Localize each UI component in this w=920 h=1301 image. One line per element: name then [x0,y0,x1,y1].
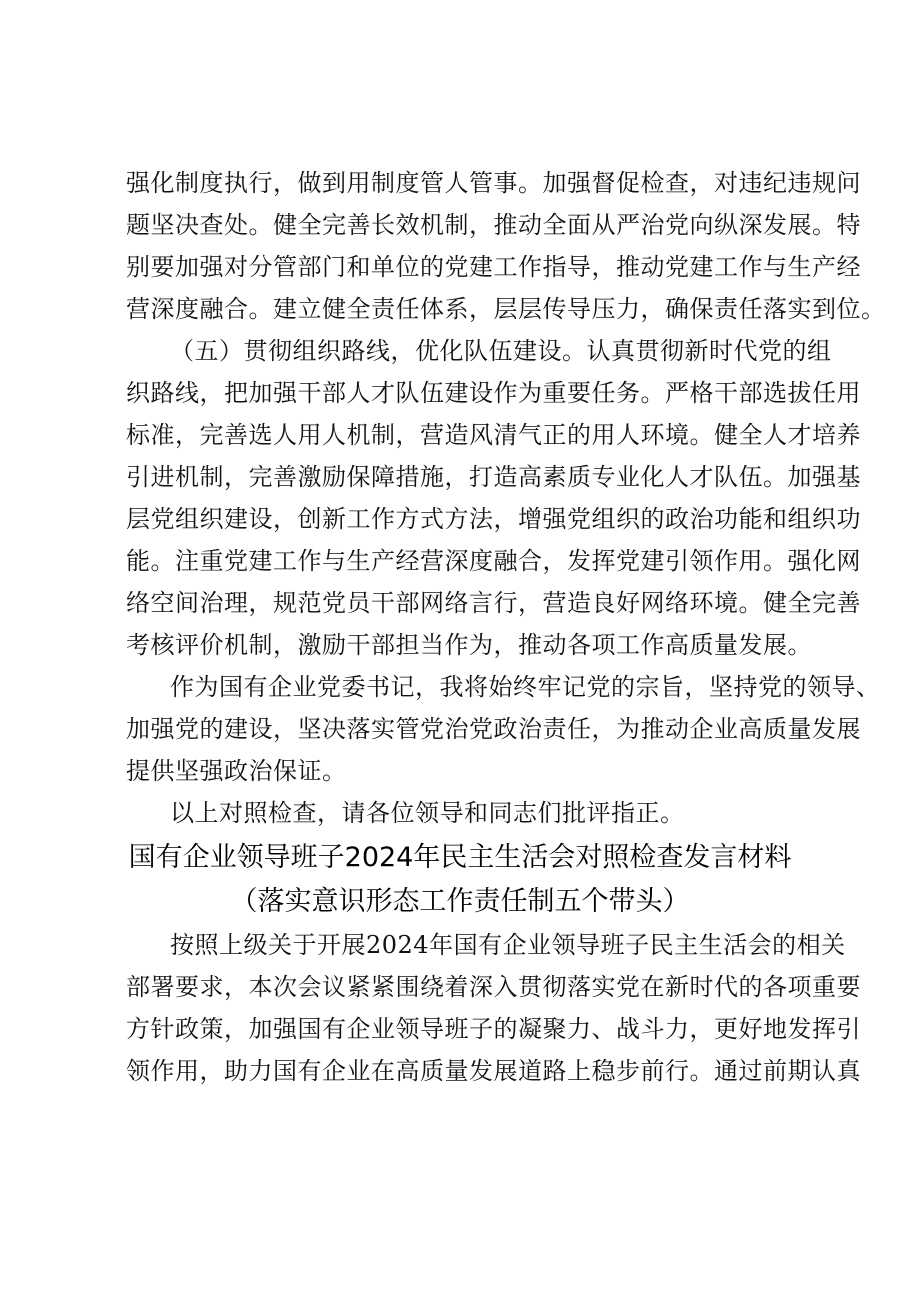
paragraph-line: 营深度融合。建立健全责任体系，层层传导压力，确保责任落实到位。 [126,295,886,323]
paragraph-line-end: 提供坚强政治保证。 [126,757,347,785]
paragraph-line: 引进机制，完善激励保障措施，打造高素质专业化人才队伍。加强基 [126,463,861,491]
paragraph-line: 按照上级关于开展2024年国有企业领导班子民主生活会的相关 [170,931,846,959]
paragraph-line: 能。注重党建工作与生产经营深度融合，发挥党建引领作用。强化网 [126,547,861,575]
paragraph-line: 织路线，把加强干部人才队伍建设作为重要任务。严格干部选拔任用 [126,379,861,407]
paragraph-line: 强化制度执行，做到用制度管人管事。加强督促检查，对违纪违规问 [126,169,861,197]
paragraph-line: 络空间治理，规范党员干部网络言行，营造良好网络环境。健全完善 [126,589,861,617]
section-heading-line: （五）贯彻组织路线，优化队伍建设。认真贯彻新时代党的组 [170,337,832,365]
paragraph-line: 部署要求，本次会议紧紧围绕着深入贯彻落实党在新时代的各项重要 [126,973,861,1001]
document-subtitle: （落实意识形态工作责任制五个带头） [230,886,690,917]
paragraph-line: 作为国有企业党委书记，我将始终牢记党的宗旨，坚持党的领导、 [170,673,881,701]
paragraph-line-end: 考核评价机制，激励干部担当作为，推动各项工作高质量发展。 [126,631,812,659]
closing-line: 以上对照检查，请各位领导和同志们批评指正。 [170,799,685,827]
paragraph-line: 方针政策，加强国有企业领导班子的凝聚力、战斗力，更好地发挥引 [126,1015,861,1043]
paragraph-line: 层党组织建设，创新工作方式方法，增强党组织的政治功能和组织功 [126,505,861,533]
paragraph-line: 加强党的建设，坚决落实管党治党政治责任，为推动企业高质量发展 [126,715,861,743]
document-title: 国有企业领导班子2024年民主生活会对照检查发言材料 [128,842,792,873]
paragraph-line: 题坚决查处。健全完善长效机制，推动全面从严治党向纵深发展。特 [126,211,861,239]
paragraph-line: 领作用，助力国有企业在高质量发展道路上稳步前行。通过前期认真 [126,1057,861,1085]
paragraph-line: 别要加强对分管部门和单位的党建工作指导，推动党建工作与生产经 [126,253,861,281]
paragraph-line: 标准，完善选人用人机制，营造风清气正的用人环境。健全人才培养 [126,421,861,449]
